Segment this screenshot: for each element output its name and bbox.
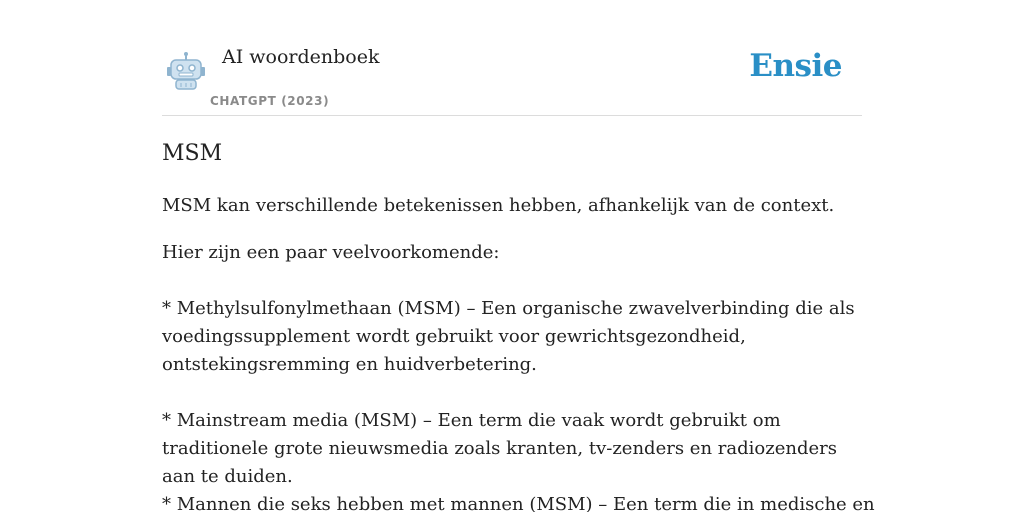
page-container [162,0,875,512]
entry-list-item: * Mainstream media (MSM) – Een term die vaak wordt gebruikt om traditionele grote nieuwsmedia zoals kranten, tv-zenders en radiozenders aan te duiden. [162,410,837,487]
source-subtitle: CHATGPT (2023) [210,94,330,108]
entry-paragraph: Hier zijn een paar veelvoorkomende: [162,242,500,263]
entry-list-item: * Methylsulfonylmethaan (MSM) – Een organische zwavelverbinding die als voedingssupplement wordt gebruikt voor gewrichtsgezondheid, ontstekingsremming en huidverbetering. [162,298,855,375]
brand-logo[interactable]: Ensie [749,48,842,84]
source-header [162,0,862,116]
entry-list-item: * Mannen die seks hebben met mannen (MSM) – Een term die in medische en [162,494,875,512]
robot-icon [166,51,206,91]
entry-term: MSM [162,141,223,166]
source-title[interactable]: AI woordenboek [222,46,380,68]
entry-paragraph: MSM kan verschillende betekenissen hebben, afhankelijk van de context. [162,195,835,216]
